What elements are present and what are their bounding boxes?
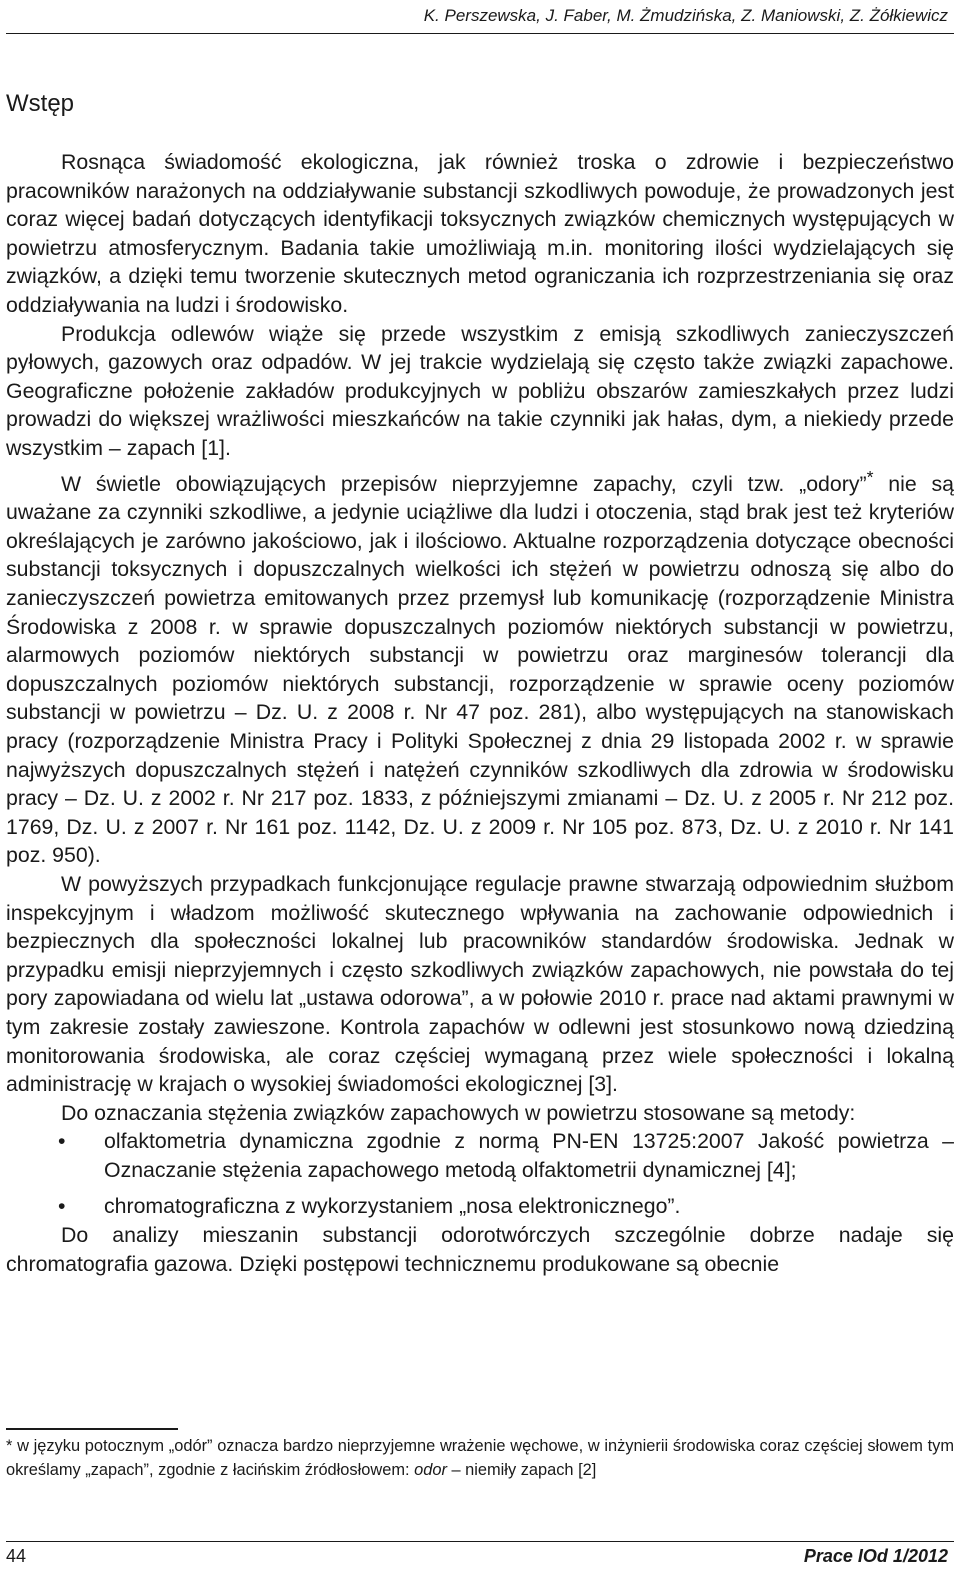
list-item (6, 1127, 954, 1184)
paragraph: Produkcja odlewów wiąże się przede wszystkim z emisją szkodliwych zanieczyszczeń pyłowych, gazowych oraz odpadów. W jej trakcie wydzielają się często także związki zapachowe. Geograficzne położenie zakładów produkcyjnych w pobliżu obszarów zamieszkałych przez ludzi prowadzi do większej wrażliwości mieszkańców na takie czynniki jak hałas, dym, a niekiedy przede wszystkim – zapach [1]. (6, 321, 954, 460)
list-item-text: chromatograficzna z wykorzystaniem „nosa elektronicznego”. (104, 1194, 681, 1219)
methods-list (6, 1127, 954, 1221)
paragraph-odory (6, 463, 954, 870)
section-title: Wstęp (6, 90, 75, 117)
footnote-marker: * (6, 1437, 13, 1455)
list-item-text: olfaktometria dynamiczna zgodnie z normą PN-EN 13725:2007 Jakość powietrza – Oznaczanie stężenia zapachowego metodą olfaktometrii dynamicznej [4]; (104, 1129, 954, 1182)
footnote-divider (6, 1428, 178, 1430)
bullet-icon: • (58, 1194, 66, 1219)
paragraph: Do analizy mieszanin substancji odorotwórczych szczególnie dobrze nadaje się chromatografia gazowa. Dzięki postępowi technicznemu produkowane są obecnie (6, 1223, 954, 1276)
bullet-icon: • (58, 1129, 66, 1154)
footnote (6, 1434, 954, 1482)
footnote-text: w języku potocznym „odór” oznacza bardzo nieprzyjemne wrażenie węchowe, w inżynierii środowiska coraz częściej słowem tym określamy „zapach”, zgodnie z łacińskim źródłosłowem: (6, 1437, 954, 1479)
footer-divider (6, 1541, 954, 1542)
body-text (6, 148, 954, 1278)
header-divider (6, 33, 954, 34)
paragraph: W powyższych przypadkach funkcjonujące regulacje prawne stwarzają odpowiednim służbom inspekcyjnym i władzom możliwość skutecznego wpływania na zachowanie odpowiednich i bezpiecznych dla społeczności lokalnej lub pracowników standardów środowiska. Jednak w przypadku emisji nieprzyjemnych i często szkodliwych związków zapachowych, nie powstała do tej pory zapowiadana od wielu lat „ustawa odorowa”, a w połowie 2010 r. prace nad aktami prawnymi w tym zakresie zostały zawieszone. Kontrola zapachów w odlewni jest stosunkowo nową dziedziną monitorowania środowiska, ale coraz częściej wymaganą przez wiele społeczności i lokalną administrację w krajach o wysokiej świadomości ekologicznej [3]. (6, 871, 954, 1097)
page-number: 44 (6, 1546, 27, 1566)
list-item (6, 1192, 954, 1221)
paragraph-segment: nie są uważane za czynniki szkodliwe, a jedynie uciążliwe dla ludzi i otoczenia, stąd brak jest też kryteriów określających je zarówno jakościowo, jak i ilościowo. Aktualne rozporządzenia dotyczące obecności substancji toksycznych i dopuszczalnych wielkości ich stężeń w powietrzu odnoszą się albo do zanieczyszczeń powietrza emitowanych przez przemysł lub komunikację (rozporządzenie Ministra Środowiska z 2008 r. w sprawie dopuszczalnych poziomów niektórych substancji w powietrzu, alarmowych poziomów niektórych substancji w powietrzu oraz marginesów tolerancji dla dopuszczalnych poziomów niektórych substancji, rozporządzenie w sprawie oceny poziomów substancji w powietrzu – Dz. U. z 2008 r. Nr 47 poz. 281), albo występujących na stanowiskach pracy (rozporządzenie Ministra Pracy i Polityki Społecznej z dnia 29 listopada 2002 r. w sprawie najwyższych dopuszczalnych stężeń i natężeń czynników szkodliwych dla zdrowia w środowisku pracy – Dz. U. z 2002 r. Nr 217 poz. 1833, z późniejszymi zmianami – Dz. U. z 2005 r. Nr 212 poz. 1769, Dz. U. z 2007 r. Nr 161 poz. 1142, Dz. U. z 2009 r. Nr 105 poz. 873, Dz. U. z 2010 r. Nr 141 poz. 950). (6, 471, 954, 868)
journal-issue: Prace IOd 1/2012 (803, 1546, 948, 1566)
running-head: K. Perszewska, J. Faber, M. Żmudzińska, Z. Maniowski, Z. Żółkiewicz (423, 6, 948, 25)
footnote-reference: * (866, 466, 874, 487)
paragraph: Do oznaczania stężenia związków zapachowych w powietrzu stosowane są metody: (61, 1100, 856, 1125)
paragraph: Rosnąca świadomość ekologiczna, jak również troska o zdrowie i bezpieczeństwo pracowników narażonych na oddziaływanie substancji szkodliwych powoduje, że prowadzonych jest coraz więcej badań dotyczących identyfikacji toksycznych związków chemicznych występujących w powietrzu atmosferycznym. Badania takie umożliwiają m.in. monitoring ilości wydzielających się związków, a dzięki temu tworzenie skutecznych metod ograniczania ich rozprzestrzeniania się oraz oddziaływania na ludzi i środowisko. (6, 150, 954, 317)
paragraph-segment: W świetle obowiązujących przepisów nieprzyjemne zapachy, czyli tzw. „odory” (61, 471, 867, 496)
footnote-text-end: – niemiły zapach [2] (446, 1461, 597, 1479)
footnote-latin-term: odor (414, 1461, 447, 1479)
